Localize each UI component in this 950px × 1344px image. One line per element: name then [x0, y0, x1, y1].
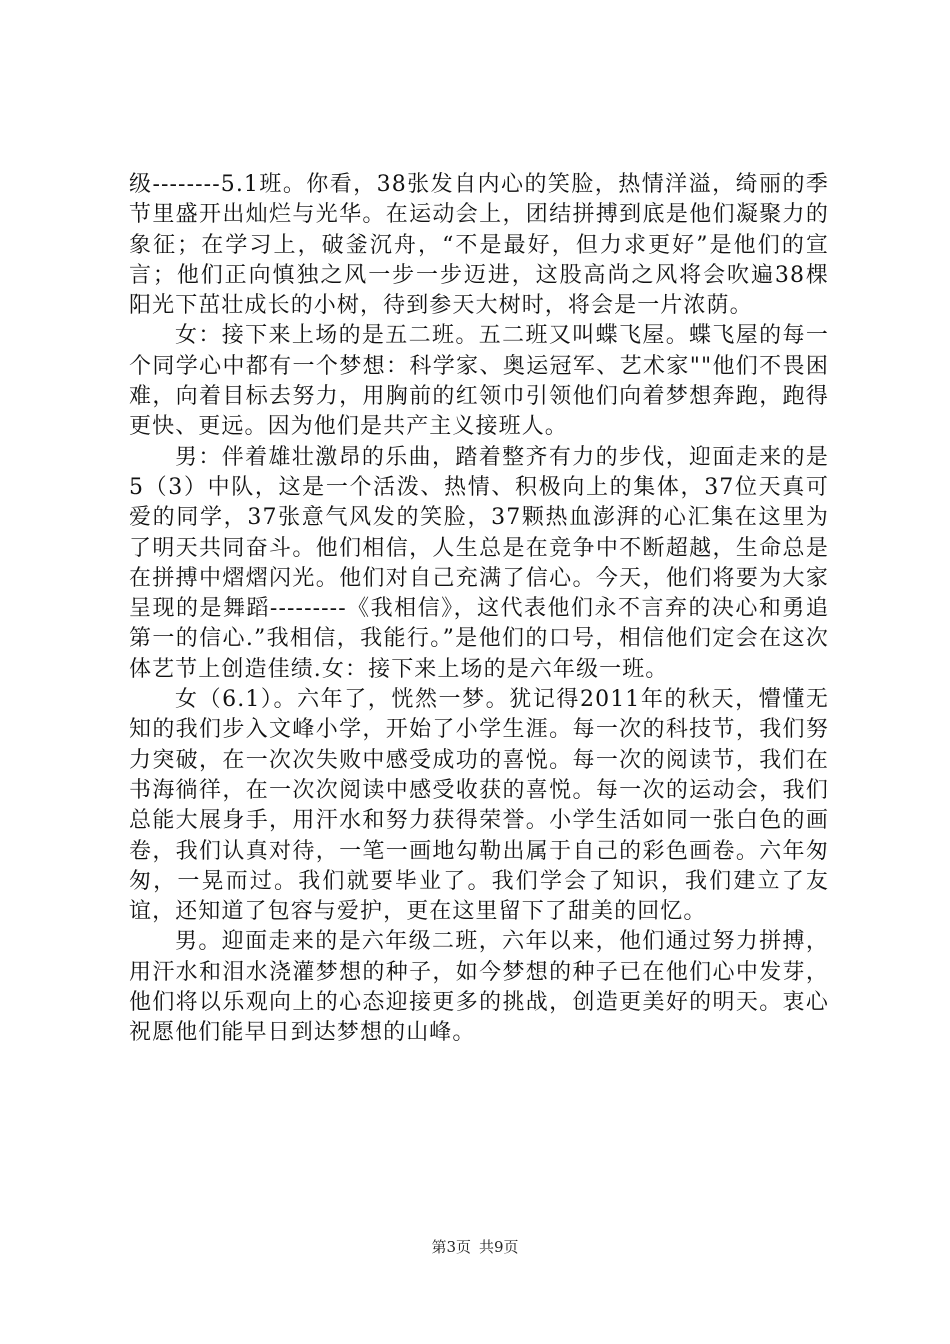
paragraph-class-6-2: 男。迎面走来的是六年级二班，六年以来，他们通过努力拼搏，用汗水和泪水浇灌梦想的种子，如今梦想的种子已在他们心中发芽，他们将以乐观向上的心态迎接更多的挑战，创造更美好的明天。衷心祝愿他们能早日到达梦想的山峰。 — [129, 929, 829, 1046]
paragraph-class-5-2: 女：接下来上场的是五二班。五二班又叫蝶飞屋。蝶飞屋的每一个同学心中都有一个梦想：科学家、奥运冠军、艺术家""他们不畏困难，向着目标去努力，用胸前的红领巾引领他们向着梦想奔跑，跑得更快、更远。因为他们是共产主义接班人。 — [129, 323, 829, 440]
page-number-total: 共9页 — [479, 1238, 519, 1256]
paragraph-class-5-3: 男：伴着雄壮激昂的乐曲，踏着整齐有力的步伐，迎面走来的是5（3）中队，这是一个活泼、热情、积极向上的集体，37位天真可爱的同学，37张意气风发的笑脸，37颗热血澎湃的心汇集在这里为了明天共同奋斗。他们相信，人生总是在竞争中不断超越，生命总是在拼搏中熠熠闪光。他们对自己充满了信心。今天，他们将要为大家呈现的是舞蹈---------《我相信》，这代表他们永不言弃的决心和勇追第一的信心.”我相信，我能行。”是他们的口号，相信他们定会在这次体艺节上创造佳绩.女：接下来上场的是六年级一班。 — [129, 444, 829, 682]
paragraph-class-5-1: 级--------5.1班。你看，38张发自内心的笑脸，热情洋溢，绮丽的季节里盛开出灿烂与光华。在运动会上，团结拼搏到底是他们凝聚力的象征；在学习上，破釜沉舟，“不是最好，但力求更好”是他们的宣言；他们正向慎独之风一步一步迈进，这股高尚之风将会吹遍38棵阳光下茁壮成长的小树，待到参天大树时，将会是一片浓荫。 — [129, 172, 829, 319]
document-body — [129, 170, 829, 1049]
page-footer — [0, 1237, 950, 1257]
page-number-current: 第3页 — [431, 1238, 471, 1256]
paragraph-class-6-1: 女（6.1）。六年了，恍然一梦。犹记得2011年的秋天，懵懂无知的我们步入文峰小学，开始了小学生涯。每一次的科技节，我们努力突破，在一次次失败中感受成功的喜悦。每一次的阅读节，我们在书海徜徉，在一次次阅读中感受收获的喜悦。每一次的运动会，我们总能大展身手，用汗水和努力获得荣誉。小学生活如同一张白色的画卷，我们认真对待，一笔一画地勾勒出属于自己的彩色画卷。六年匆匆，一晃而过。我们就要毕业了。我们学会了知识，我们建立了友谊，还知道了包容与爱护，更在这里留下了甜美的回忆。 — [129, 687, 829, 925]
